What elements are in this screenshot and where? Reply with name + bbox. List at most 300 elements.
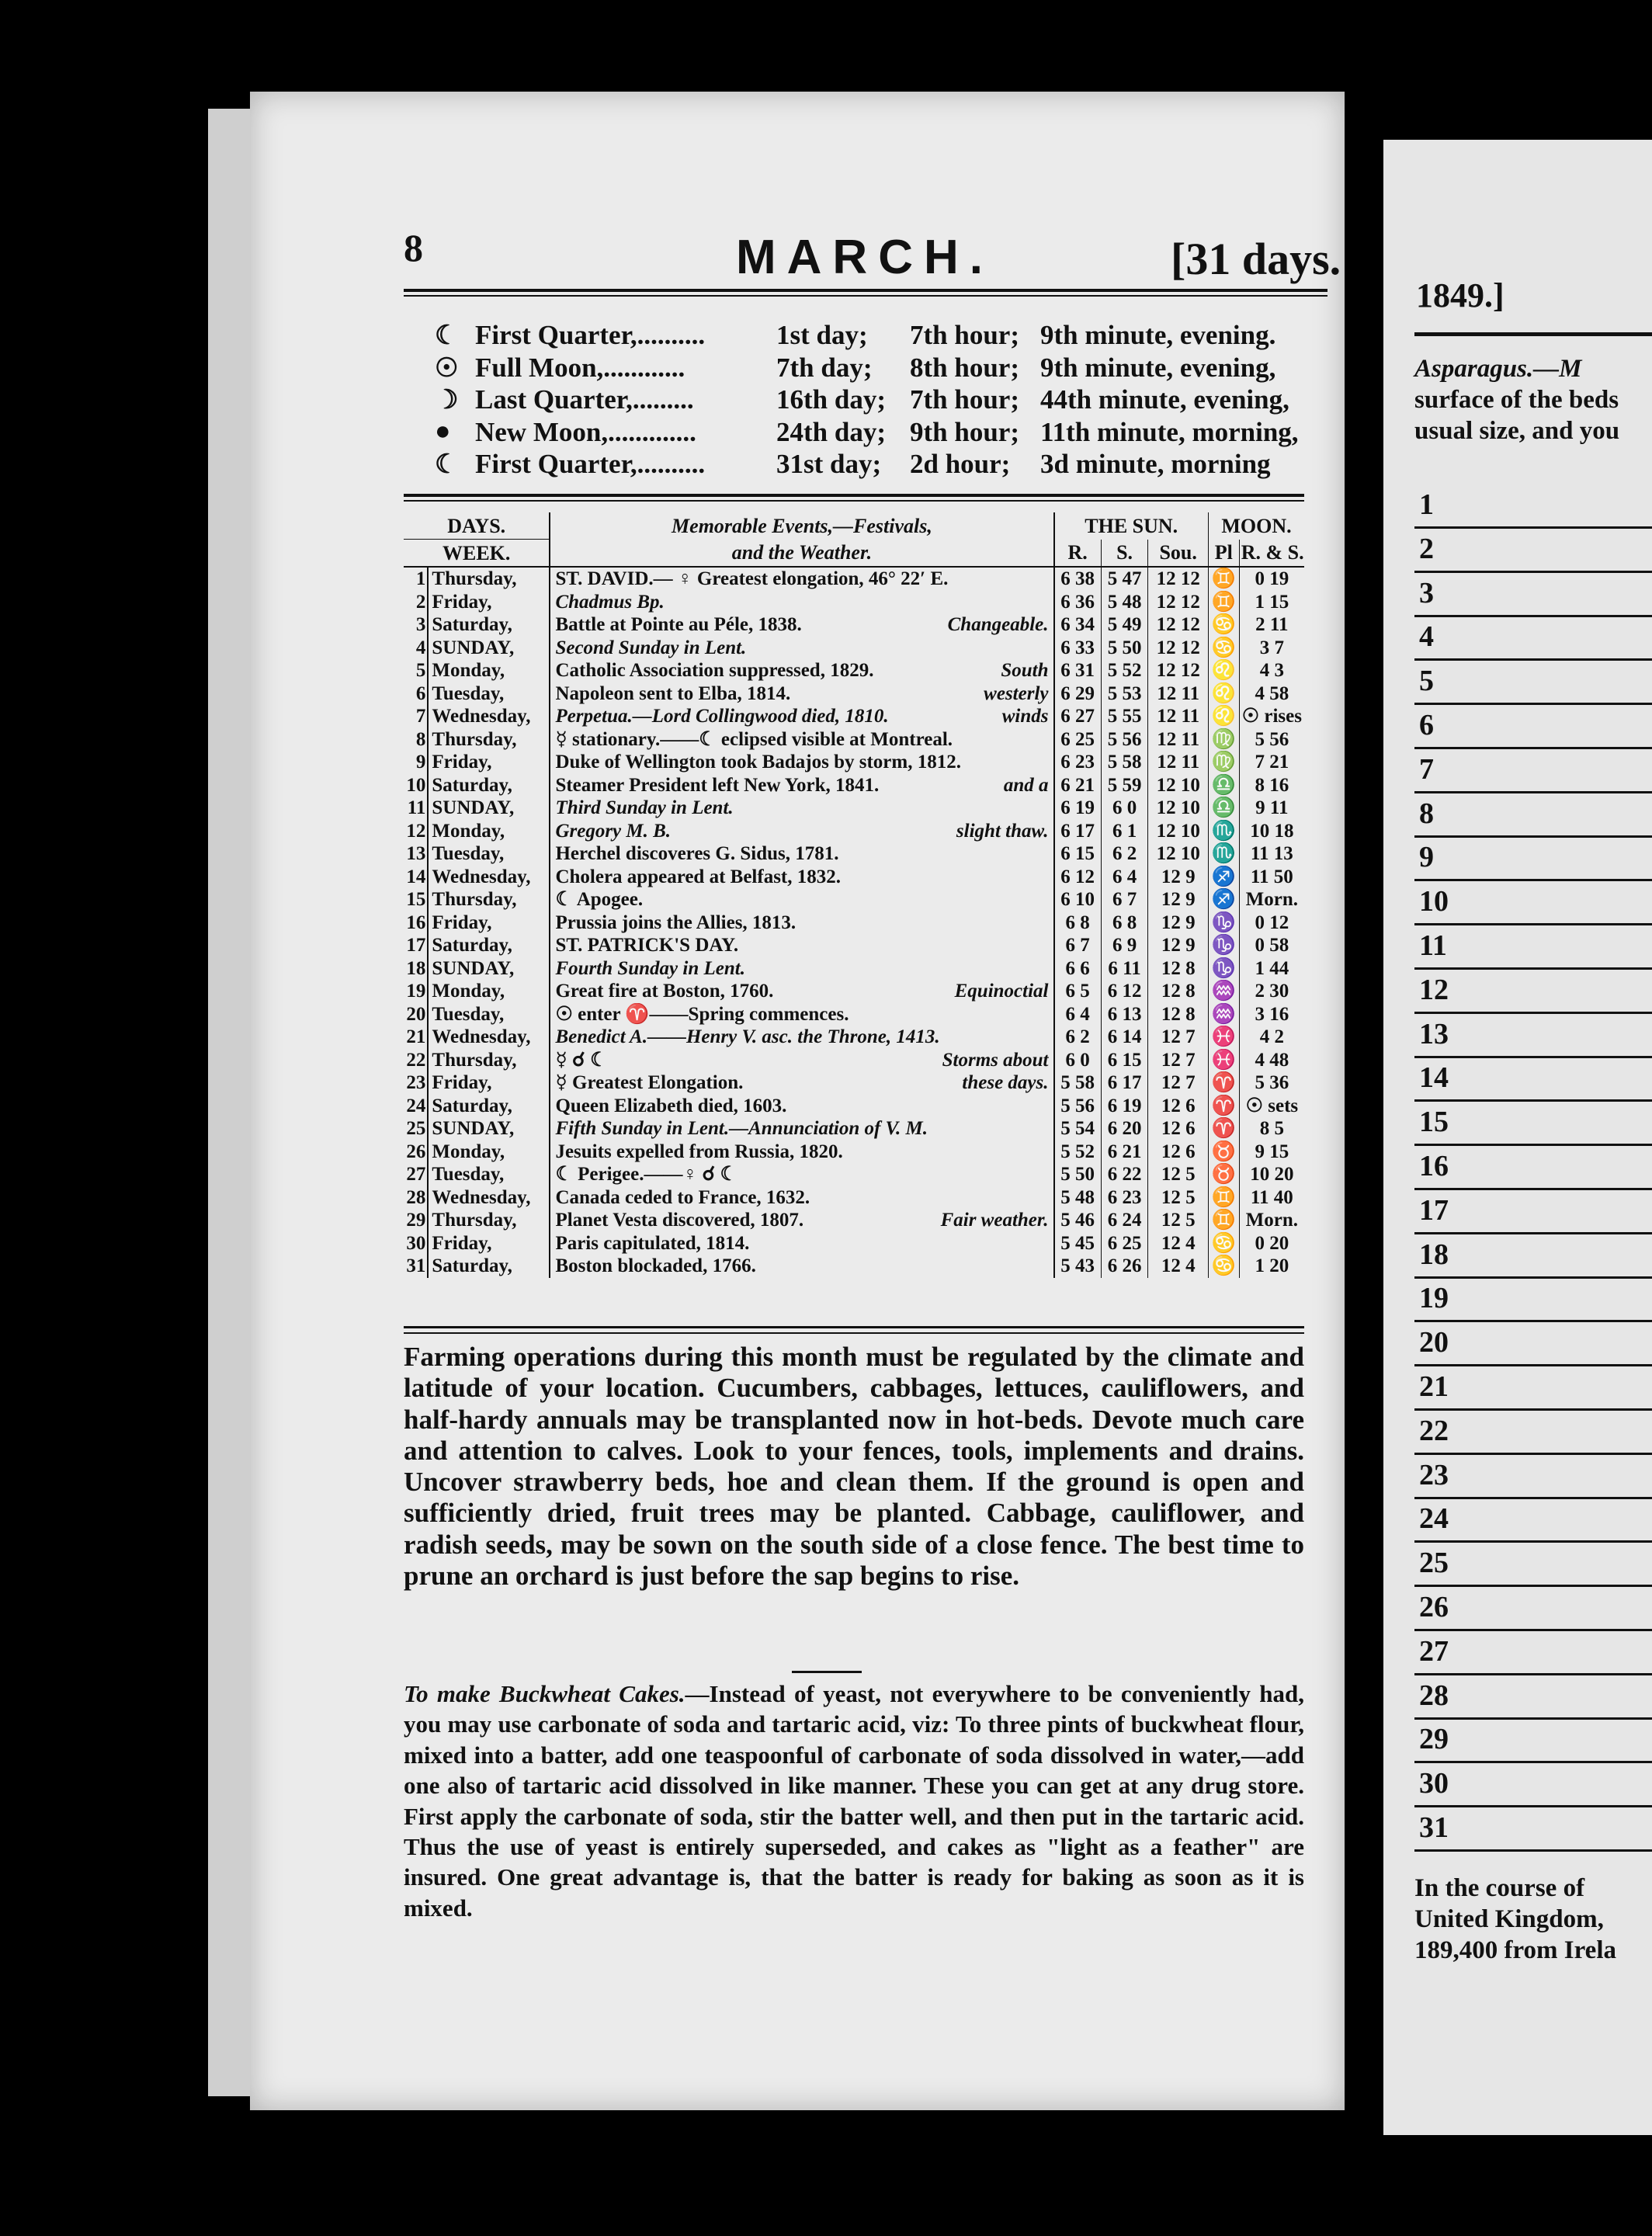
moon-place: ♑ — [1208, 911, 1239, 935]
weekday: Monday, — [428, 659, 550, 682]
sun-south: 12 12 — [1148, 613, 1209, 637]
moon-place: ♍ — [1208, 728, 1239, 752]
day-number: 6 — [415, 682, 426, 704]
moon-rise-set: Morn. — [1245, 889, 1299, 911]
sun-south: 12 10 — [1148, 842, 1209, 866]
moon-phase-day: 24th day; — [776, 416, 886, 447]
sun-rise: 5 46 — [1054, 1209, 1102, 1232]
sun-south: 12 7 — [1148, 1026, 1209, 1049]
table-row — [404, 820, 1304, 843]
table-row — [404, 705, 1304, 728]
facing-row-rule — [1414, 1805, 1652, 1807]
day-number: 21 — [406, 1026, 426, 1048]
day-number: 20 — [406, 1003, 426, 1025]
table-row — [404, 1071, 1304, 1095]
table-row — [404, 1049, 1304, 1072]
day-number: 30 — [406, 1232, 426, 1254]
event-cell — [550, 591, 1053, 614]
event-text: Planet Vesta discovered, 1807. — [555, 1210, 804, 1231]
facing-row-rule — [1414, 1761, 1652, 1763]
facing-day-number: 15 — [1419, 1106, 1449, 1139]
sun-south: 12 6 — [1148, 1117, 1209, 1141]
moon-rise-set: 11 13 — [1250, 843, 1293, 865]
table-row — [404, 567, 1304, 591]
day-number: 10 — [406, 774, 426, 796]
moon-rise-set: 0 19 — [1255, 568, 1289, 590]
sun-rise: 5 54 — [1054, 1117, 1102, 1141]
sun-set: 6 19 — [1101, 1095, 1148, 1118]
sun-rise: 6 6 — [1054, 957, 1102, 981]
header-set: S. — [1101, 540, 1148, 568]
facing-day-number: 7 — [1419, 752, 1434, 786]
day-number: 11 — [407, 797, 426, 819]
day-number: 25 — [406, 1118, 426, 1140]
facing-row-rule — [1414, 923, 1652, 925]
moon-phase-hour: 9th hour; — [910, 416, 1019, 447]
facing-day-number: 9 — [1419, 841, 1434, 874]
table-row — [404, 934, 1304, 957]
facing-row-rule — [1414, 1320, 1652, 1322]
sun-set: 5 55 — [1101, 705, 1148, 728]
sun-rise: 6 19 — [1054, 797, 1102, 820]
sun-set: 6 8 — [1101, 911, 1148, 935]
table-row — [404, 1232, 1304, 1255]
sun-set: 6 0 — [1101, 797, 1148, 820]
event-text: ☿ stationary.——☾ eclipsed visible at Montreal. — [555, 728, 953, 750]
weekday: Friday, — [428, 1232, 550, 1255]
sun-south: 12 4 — [1148, 1232, 1209, 1255]
moon-rise-set: 7 21 — [1255, 752, 1289, 773]
moon-phase-minute: 3d minute, morning — [1040, 449, 1271, 479]
day-number: 26 — [406, 1141, 426, 1162]
day-number: 2 — [415, 591, 426, 613]
facing-row-rule — [1414, 1144, 1652, 1146]
event-text: Fourth Sunday in Lent. — [555, 957, 745, 979]
sun-south: 12 12 — [1148, 591, 1209, 614]
sun-south: 12 6 — [1148, 1141, 1209, 1164]
moon-place: ♈ — [1208, 1095, 1239, 1118]
sun-rise: 6 31 — [1054, 659, 1102, 682]
event-text: Gregory M. B. — [555, 820, 672, 842]
weekday: Tuesday, — [428, 842, 550, 866]
sun-rise: 6 10 — [1054, 888, 1102, 911]
facing-day-number: 17 — [1419, 1193, 1449, 1227]
header-events-line1: Memorable Events,—Festivals, — [672, 514, 932, 537]
sun-set: 6 4 — [1101, 866, 1148, 889]
sun-set: 6 26 — [1101, 1255, 1148, 1278]
facing-day-number: 22 — [1419, 1414, 1449, 1447]
sun-rise: 5 52 — [1054, 1141, 1102, 1164]
moon-place: ♌ — [1208, 659, 1239, 682]
sun-south: 12 12 — [1148, 637, 1209, 660]
sun-south: 12 11 — [1148, 705, 1209, 728]
facing-day-number: 25 — [1419, 1547, 1449, 1580]
facing-day-number: 30 — [1419, 1767, 1449, 1800]
sun-rise: 6 33 — [1054, 637, 1102, 660]
sun-rise: 6 38 — [1054, 567, 1102, 591]
moon-rise-set: 11 50 — [1250, 866, 1293, 887]
sun-set: 5 47 — [1101, 567, 1148, 591]
facing-day-number: 10 — [1419, 885, 1449, 918]
weekday: Friday, — [428, 911, 550, 935]
facing-day-number: 11 — [1419, 929, 1447, 962]
moon-place: ♌ — [1208, 705, 1239, 728]
sun-set: 6 2 — [1101, 842, 1148, 866]
sun-rise: 6 34 — [1054, 613, 1102, 637]
moon-place: ♑ — [1208, 957, 1239, 981]
moon-rise-set: 9 15 — [1255, 1141, 1289, 1162]
table-row — [404, 1003, 1304, 1026]
moon-phase-name: Last Quarter,......... — [475, 384, 694, 415]
header-events — [550, 512, 1053, 567]
event-text: Third Sunday in Lent. — [555, 797, 734, 819]
sun-rise: 6 27 — [1054, 705, 1102, 728]
sun-set: 5 49 — [1101, 613, 1148, 637]
facing-row-rule — [1414, 1585, 1652, 1587]
facing-day-number: 1 — [1419, 488, 1434, 521]
moon-phase-minute: 11th minute, morning, — [1040, 416, 1299, 447]
facing-day-number: 26 — [1419, 1591, 1449, 1623]
day-number: 16 — [406, 911, 426, 933]
event-text: ☾ Apogee. — [555, 889, 644, 911]
moon-rise-set: 4 58 — [1255, 682, 1289, 704]
buckwheat-body: —Instead of yeast, not everywhere to be conveniently had, you may use carbonate of soda and tartaric acid, viz: To three pints of buckwheat flour, mixed into a batter, add one teaspoonful of carbonate of soda dissolved in water,—add one also of tartaric acid dissolved in like manner. These you can get at any drug store. First apply the carbonate of soda, stir the batter well, and then put in the tartaric acid. Thus the use of yeast is entirely superseded, and cakes as "light as a feather" are insured. One great advantage is, that the batter is ready for baking as soon as it is mixed. — [404, 1680, 1304, 1922]
moon-rise-set: 8 16 — [1255, 774, 1289, 796]
weekday: Friday, — [428, 1071, 550, 1095]
moon-place: ♒ — [1208, 1003, 1239, 1026]
event-text: Steamer President left New York, 1841. — [555, 774, 880, 796]
table-row — [404, 682, 1304, 706]
buckwheat-title: To make Buckwheat Cakes. — [404, 1680, 685, 1707]
sun-south: 12 9 — [1148, 866, 1209, 889]
sun-rise: 6 12 — [1054, 866, 1102, 889]
table-row — [404, 1209, 1304, 1232]
sun-south: 12 6 — [1148, 1095, 1209, 1118]
weekday: Thursday, — [428, 1209, 550, 1232]
weather-note: and a — [1001, 774, 1049, 797]
event-cell — [550, 728, 1053, 752]
moon-rise-set: Morn. — [1245, 1210, 1299, 1231]
farming-operations: Farming operations during this month must be regulated by the climate and latitude of your location. Cucumbers, cabbages, lettuces, cauliflowers, and half-hardy annuals may be transplanted now in hot-beds. Devote much care and attention to calves. Look to your fences, tools, implements and drains. Uncover strawberry beds, hoe and clean them. If the ground is open and sufficiently dried, fruit trees may be planted. Cabbage, cauliflower, and radish seeds, may be sown on the south side of a close fence. The best time to prune an orchard is just before the sap begins to rise. — [404, 1342, 1304, 1592]
sun-rise: 6 15 — [1054, 842, 1102, 866]
table-row — [404, 797, 1304, 820]
moon-rise-set: 1 15 — [1255, 591, 1289, 613]
day-number: 13 — [406, 843, 426, 865]
moon-place: ♊ — [1208, 591, 1239, 614]
table-row — [404, 957, 1304, 981]
table-row — [404, 866, 1304, 889]
event-text: Perpetua.—Lord Collingwood died, 1810. — [555, 706, 889, 727]
event-text: Battle at Pointe au Péle, 1838. — [555, 614, 802, 636]
moon-phase-icon: ☉ — [435, 353, 459, 383]
facing-row-rule — [1414, 1099, 1652, 1102]
weather-note: westerly — [980, 682, 1048, 705]
facing-row-rule — [1414, 747, 1652, 749]
weekday: SUNDAY, — [428, 797, 550, 820]
moon-place: ♊ — [1208, 1209, 1239, 1232]
sun-set: 6 7 — [1101, 888, 1148, 911]
event-cell — [550, 866, 1053, 889]
sun-set: 5 48 — [1101, 591, 1148, 614]
event-cell — [550, 797, 1053, 820]
moon-phase-day: 7th day; — [776, 352, 873, 383]
moon-phase-name: First Quarter,.......... — [475, 449, 706, 479]
weekday: Friday, — [428, 751, 550, 774]
moon-rise-set: 5 56 — [1255, 728, 1289, 750]
weekday: Monday, — [428, 980, 550, 1003]
sun-south: 12 10 — [1148, 797, 1209, 820]
weather-note: Storms about — [939, 1049, 1049, 1071]
event-cell — [550, 1071, 1053, 1095]
moon-rise-set: 2 11 — [1255, 614, 1289, 636]
event-cell — [550, 613, 1053, 637]
facing-row-rule — [1414, 1056, 1652, 1058]
moon-place: ♈ — [1208, 1117, 1239, 1141]
facing-row-rule — [1414, 1673, 1652, 1675]
facing-line-3: usual size, and you — [1414, 417, 1620, 445]
moon-rise-set: 11 40 — [1250, 1186, 1293, 1208]
facing-row-rule — [1414, 1364, 1652, 1366]
moon-rise-set: 0 12 — [1255, 911, 1289, 933]
table-row — [404, 774, 1304, 797]
facing-day-number: 23 — [1419, 1458, 1449, 1491]
moon-rise-set: 5 36 — [1255, 1072, 1289, 1094]
facing-row-rule — [1414, 615, 1652, 617]
event-cell — [550, 842, 1053, 866]
facing-day-number: 8 — [1419, 797, 1434, 830]
sun-set: 6 13 — [1101, 1003, 1148, 1026]
facing-line-2: surface of the beds — [1414, 386, 1619, 414]
moon-phase-hour: 7th hour; — [910, 320, 1019, 350]
facing-day-number: 13 — [1419, 1017, 1449, 1050]
sun-rise: 6 25 — [1054, 728, 1102, 752]
facing-row-rule — [1414, 1453, 1652, 1455]
table-row — [404, 1186, 1304, 1210]
sun-rise: 6 23 — [1054, 751, 1102, 774]
sun-set: 6 17 — [1101, 1071, 1148, 1095]
moon-place: ♍ — [1208, 751, 1239, 774]
sun-rise: 6 7 — [1054, 934, 1102, 957]
facing-day-number: 4 — [1419, 620, 1434, 654]
table-row — [404, 842, 1304, 866]
sun-set: 6 15 — [1101, 1049, 1148, 1072]
day-number: 14 — [406, 866, 426, 887]
moon-rise-set: ☉ sets — [1245, 1095, 1299, 1116]
sun-set: 6 24 — [1101, 1209, 1148, 1232]
sun-rise: 6 0 — [1054, 1049, 1102, 1072]
moon-place: ♈ — [1208, 1071, 1239, 1095]
facing-row-rule — [1414, 526, 1652, 529]
sun-rise: 5 48 — [1054, 1186, 1102, 1210]
moon-phase-row — [435, 384, 1320, 415]
table-row — [404, 911, 1304, 935]
buckwheat-recipe — [404, 1679, 1304, 1923]
sun-south: 12 12 — [1148, 567, 1209, 591]
facing-day-number: 24 — [1419, 1502, 1449, 1536]
day-number: 22 — [406, 1049, 426, 1071]
sun-set: 6 12 — [1101, 980, 1148, 1003]
event-text: Second Sunday in Lent. — [555, 637, 747, 658]
event-cell — [550, 957, 1053, 981]
event-text: ☾ Perigee.——♀ ☌ ☾ — [555, 1164, 738, 1186]
moon-rise-set: 4 3 — [1259, 660, 1284, 682]
moon-rise-set: 8 5 — [1259, 1118, 1284, 1140]
sun-rise: 5 43 — [1054, 1255, 1102, 1278]
weekday: SUNDAY, — [428, 637, 550, 660]
table-row — [404, 591, 1304, 614]
event-cell — [550, 567, 1053, 591]
moon-place: ♐ — [1208, 888, 1239, 911]
table-top-rule — [404, 494, 1304, 497]
event-cell — [550, 911, 1053, 935]
event-cell — [550, 1163, 1053, 1186]
weather-note: Changeable. — [945, 613, 1049, 636]
weekday: Saturday, — [428, 1255, 550, 1278]
day-number: 15 — [406, 889, 426, 911]
event-cell — [550, 1095, 1053, 1118]
sun-rise: 5 50 — [1054, 1163, 1102, 1186]
sun-rise: 5 56 — [1054, 1095, 1102, 1118]
event-text: Benedict A.——Henry V. asc. the Throne, 1413. — [555, 1026, 940, 1048]
sun-south: 12 11 — [1148, 682, 1209, 706]
weekday: Thursday, — [428, 567, 550, 591]
table-row — [404, 637, 1304, 660]
facing-day-number: 14 — [1419, 1061, 1449, 1095]
facing-row-rule — [1414, 1188, 1652, 1190]
day-number: 4 — [415, 637, 426, 658]
facing-day-number: 19 — [1419, 1282, 1449, 1315]
facing-row-rule — [1414, 1849, 1652, 1852]
sun-south: 12 7 — [1148, 1049, 1209, 1072]
weather-note: winds — [999, 705, 1049, 727]
facing-rule — [1414, 332, 1652, 336]
event-cell — [550, 1026, 1053, 1049]
facing-day-number: 16 — [1419, 1150, 1449, 1182]
event-text: Prussia joins the Allies, 1813. — [555, 911, 796, 933]
facing-day-number: 28 — [1419, 1679, 1449, 1712]
event-text: ST. DAVID.— ♀ Greatest elongation, 46° 22′ E. — [555, 568, 949, 590]
facing-row-rule — [1414, 1276, 1652, 1279]
sun-rise: 6 17 — [1054, 820, 1102, 843]
sun-rise: 6 21 — [1054, 774, 1102, 797]
day-number: 3 — [415, 614, 426, 636]
facing-row-rule — [1414, 1540, 1652, 1543]
sun-south: 12 9 — [1148, 911, 1209, 935]
weekday: Tuesday, — [428, 682, 550, 706]
sun-set: 6 14 — [1101, 1026, 1148, 1049]
moon-rise-set: 1 44 — [1255, 957, 1289, 979]
moon-phase-hour: 7th hour; — [910, 384, 1019, 415]
event-cell — [550, 659, 1053, 682]
table-row — [404, 728, 1304, 752]
moon-place: ♏ — [1208, 842, 1239, 866]
header-south: Sou. — [1148, 540, 1209, 568]
facing-day-number: 12 — [1419, 973, 1449, 1006]
weather-note: Equinoctial — [952, 980, 1049, 1002]
weekday: Friday, — [428, 591, 550, 614]
moon-place: ♊ — [1208, 1186, 1239, 1210]
sun-rise: 6 36 — [1054, 591, 1102, 614]
moon-place: ♓ — [1208, 1049, 1239, 1072]
moon-place: ♑ — [1208, 934, 1239, 957]
facing-row-rule — [1414, 703, 1652, 705]
facing-row-rule — [1414, 967, 1652, 970]
event-text: ☿ Greatest Elongation. — [555, 1072, 744, 1094]
day-number: 19 — [406, 981, 426, 1002]
event-text: Cholera appeared at Belfast, 1832. — [555, 866, 842, 887]
event-text: Jesuits expelled from Russia, 1820. — [555, 1141, 843, 1162]
event-text: Catholic Association suppressed, 1829. — [555, 660, 874, 682]
moon-phase-day: 16th day; — [776, 384, 886, 415]
event-text: Napoleon sent to Elba, 1814. — [555, 682, 791, 704]
weekday: Saturday, — [428, 934, 550, 957]
moon-place: ♐ — [1208, 866, 1239, 889]
facing-day-number: 6 — [1419, 709, 1434, 741]
sun-rise: 6 8 — [1054, 911, 1102, 935]
facing-day-number: 3 — [1419, 576, 1434, 609]
weekday: Tuesday, — [428, 1003, 550, 1026]
sun-south: 12 9 — [1148, 934, 1209, 957]
sun-south: 12 4 — [1148, 1255, 1209, 1278]
moon-place: ♋ — [1208, 613, 1239, 637]
event-text: Duke of Wellington took Badajos by storm, 1812. — [555, 752, 961, 773]
moon-place: ♓ — [1208, 1026, 1239, 1049]
moon-rise-set: 1 20 — [1255, 1255, 1289, 1277]
facing-day-number: 20 — [1419, 1326, 1449, 1359]
table-top-rule-thin — [404, 500, 1304, 502]
sun-rise: 6 29 — [1054, 682, 1102, 706]
weekday: Thursday, — [428, 888, 550, 911]
facing-row-rule — [1414, 1408, 1652, 1411]
header-rule-thin — [404, 295, 1328, 297]
facing-foot-2: United Kingdom, — [1414, 1905, 1604, 1933]
sun-rise: 6 4 — [1054, 1003, 1102, 1026]
event-text: ☿ ☌ ☾ — [555, 1049, 608, 1071]
day-number: 29 — [406, 1210, 426, 1231]
sun-rise: 5 45 — [1054, 1232, 1102, 1255]
weather-note: these days. — [959, 1071, 1048, 1094]
moon-place: ♎ — [1208, 774, 1239, 797]
table-row — [404, 613, 1304, 637]
day-number: 17 — [406, 935, 426, 957]
weekday: Saturday, — [428, 1095, 550, 1118]
sun-south: 12 11 — [1148, 728, 1209, 752]
event-cell — [550, 1232, 1053, 1255]
event-text: ST. PATRICK'S DAY. — [555, 935, 739, 957]
facing-day-number: 27 — [1419, 1634, 1449, 1668]
sun-south: 12 8 — [1148, 957, 1209, 981]
sun-south: 12 10 — [1148, 820, 1209, 843]
weather-note: South — [998, 659, 1048, 682]
sun-south: 12 8 — [1148, 980, 1209, 1003]
facing-day-number: 21 — [1419, 1370, 1449, 1403]
weather-note: Fair weather. — [938, 1209, 1049, 1231]
header-week: WEEK. — [404, 540, 550, 568]
facing-row-rule — [1414, 791, 1652, 793]
event-text: Great fire at Boston, 1760. — [555, 981, 774, 1002]
event-cell — [550, 888, 1053, 911]
moon-phase-day: 31st day; — [776, 449, 882, 479]
event-text: Fifth Sunday in Lent.—Annunciation of V. M. — [555, 1118, 928, 1140]
header-sun: THE SUN. — [1054, 512, 1209, 540]
day-number: 8 — [415, 728, 426, 750]
sun-set: 6 20 — [1101, 1117, 1148, 1141]
event-cell — [550, 682, 1053, 706]
moon-place: ♋ — [1208, 1255, 1239, 1278]
table-row — [404, 1117, 1304, 1141]
event-cell — [550, 820, 1053, 843]
sun-rise: 6 5 — [1054, 980, 1102, 1003]
